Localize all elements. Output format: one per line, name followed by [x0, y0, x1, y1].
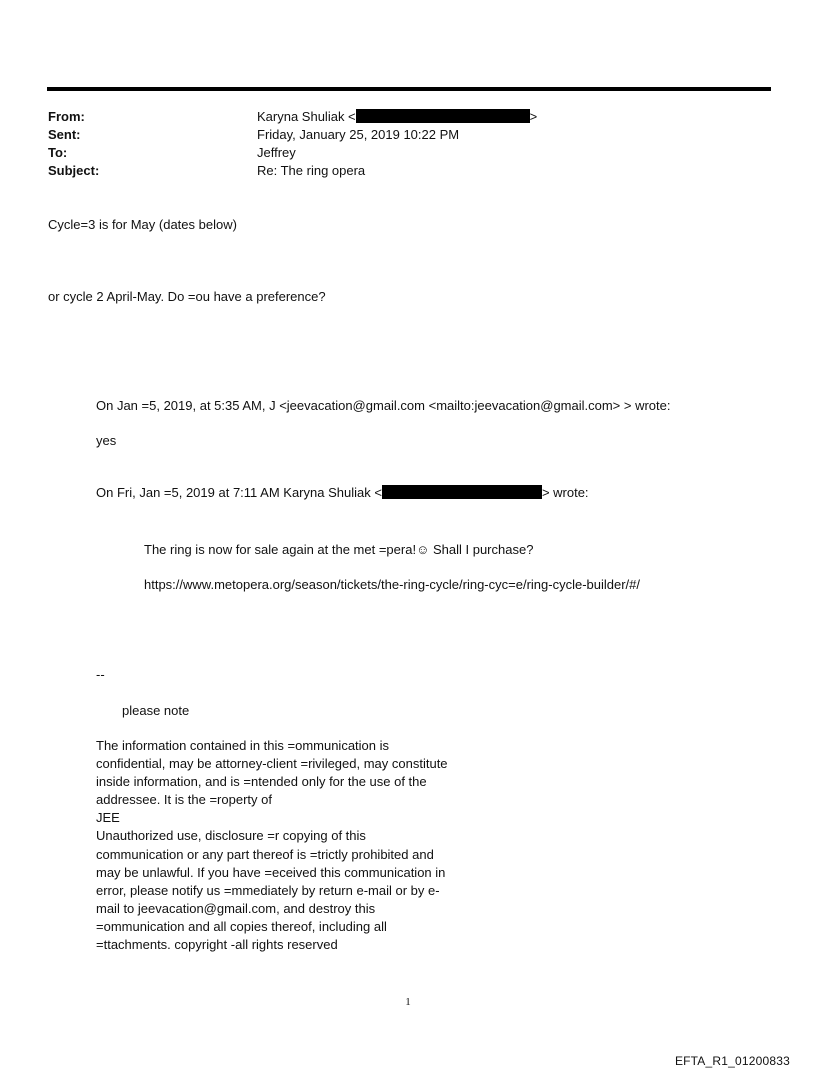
subject-label: Subject:: [48, 163, 100, 178]
to-label: To:: [48, 145, 68, 160]
quote2-url-link[interactable]: https://www.metopera.org/season/tickets/the-ring-cycle/ring-cyc=e/ring-cycle-builder/#/: [144, 577, 641, 592]
from-close: >: [529, 109, 538, 124]
from-label: From:: [48, 109, 85, 124]
redaction-box: [356, 109, 530, 123]
signature-note: please note: [122, 703, 190, 718]
disclaimer-block: [96, 737, 456, 954]
quote1-reply: yes: [96, 433, 117, 448]
body-line-1: Cycle=3 is for May (dates below): [48, 217, 237, 232]
quote1-intro: On Jan =5, 2019, at 5:35 AM, J <jeevacation@gmail.com <mailto:jeevacation@gmail.com> > wrote:: [96, 398, 671, 413]
body-line-2: or cycle 2 April-May. Do =ou have a preference?: [48, 289, 326, 304]
document-id-stamp: EFTA_R1_01200833: [674, 1054, 790, 1068]
sent-label: Sent:: [48, 127, 81, 142]
signature-separator: --: [96, 667, 105, 682]
disclaimer-para-2: Unauthorized use, disclosure =r copying of this communication or any part thereof is =trictly prohibited and may be unlawful. If you have =eceived this communication in error, please notify us =mmediately by return e-mail or by e-mail to jeevacation@gmail.com, and destroy this =ommunication and all copies thereof, including all =ttachments. copyright -all rights reserved: [96, 828, 446, 953]
disclaimer-owner: JEE: [96, 810, 120, 826]
disclaimer-para-1: The information contained in this =ommunication is confidential, may be attorney-client =rivileged, may constitute inside information, and is =ntended only for the use of the addressee. It is the =roperty of: [96, 738, 448, 808]
smiley-emoji-icon: ☺: [416, 542, 430, 557]
quote2-message: [144, 541, 533, 559]
quote2-intro-start: On Fri, Jan =5, 2019 at 7:11 AM Karyna Shuliak <: [96, 485, 382, 500]
header-rule: [47, 87, 771, 91]
quote2-intro: [96, 484, 589, 502]
quote2-message-end: Shall I purchase?: [429, 542, 534, 557]
sent-value: Friday, January 25, 2019 10:22 PM: [257, 127, 460, 142]
page-number: 1: [405, 996, 411, 1008]
subject-value: Re: The ring opera: [257, 163, 366, 178]
from-value: [257, 108, 537, 126]
to-value: Jeffrey: [257, 145, 296, 160]
redaction-box: [382, 485, 542, 499]
quote2-message-text: The ring is now for sale again at the met =pera!: [144, 542, 417, 557]
from-name: Karyna Shuliak <: [257, 109, 356, 124]
quote2-intro-end: > wrote:: [541, 485, 589, 500]
